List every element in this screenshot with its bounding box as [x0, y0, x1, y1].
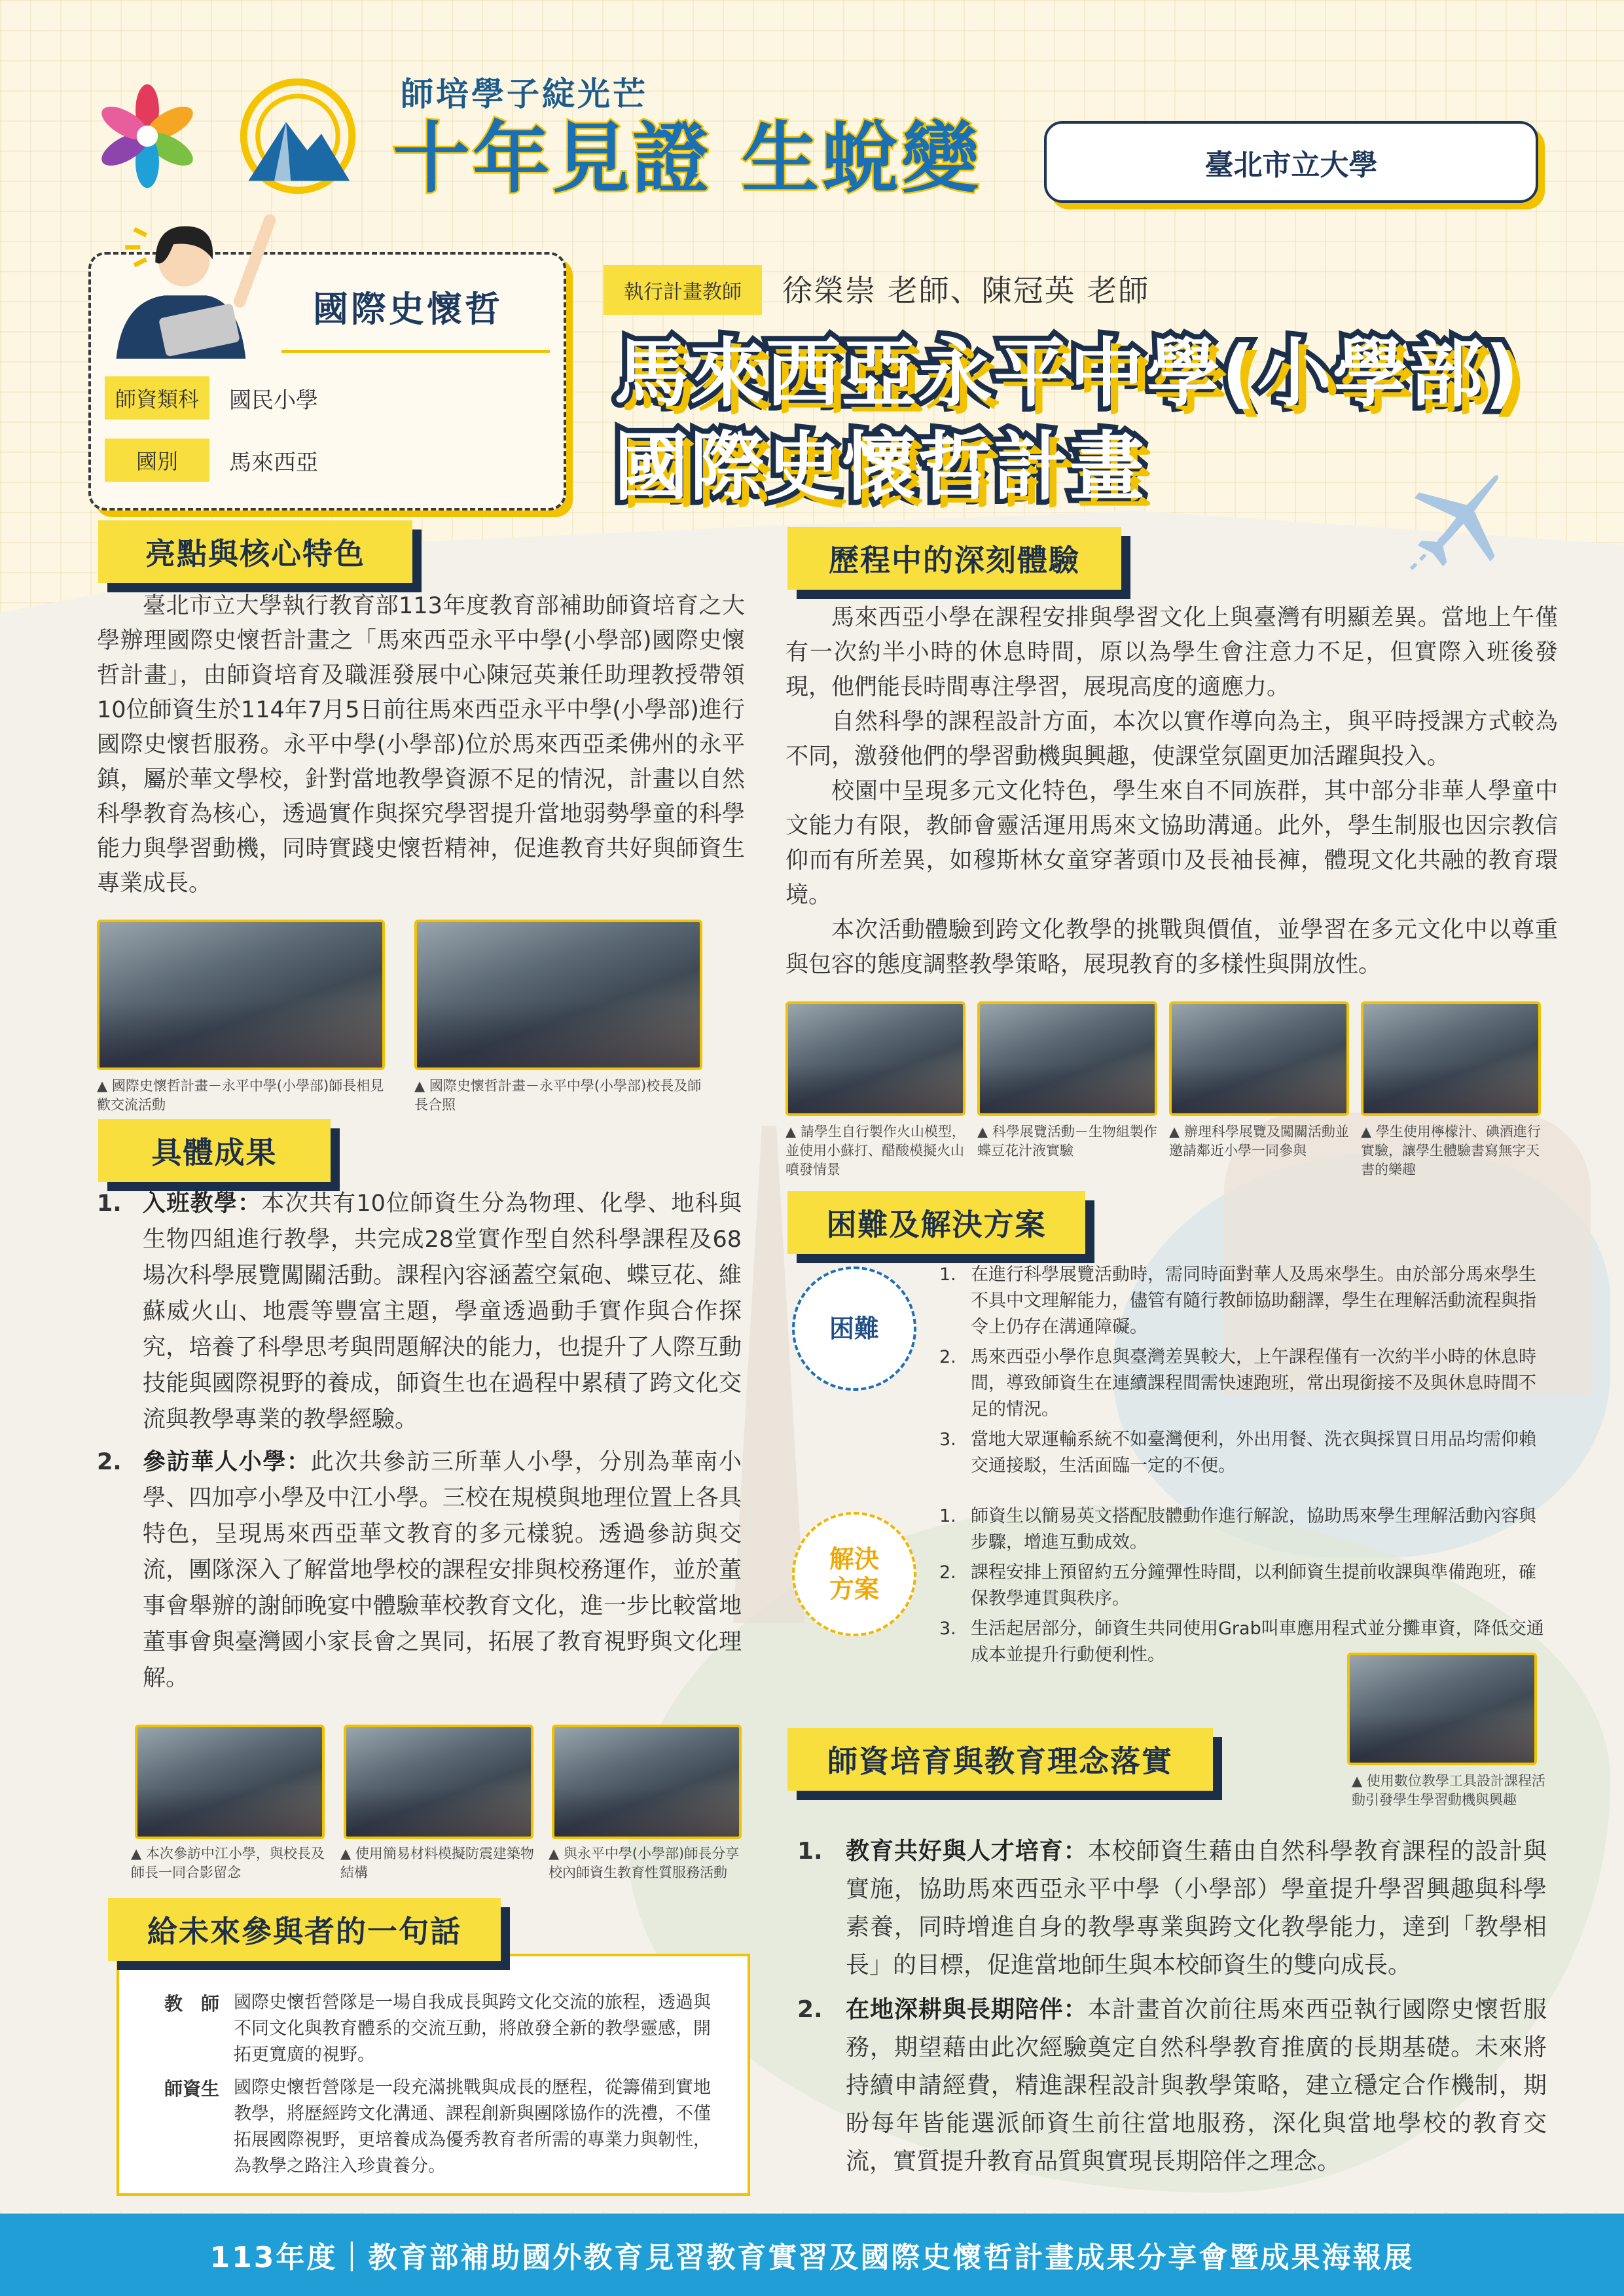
- category-value: 國民小學: [229, 387, 318, 414]
- list-item-text: 本次共有10位師資生分為物理、化學、地科與生物四組進行教學，共完成28堂實作型自然科學課程及68場次科學展覽闖關活動。課程內容涵蓋空氣砲、蝶豆花、維蘇威火山、地震等豐富主題，學童透過動手實作與合作探究，培養了科學思考與問題解決的能力，也提升了人際互動技能與國際視野的養成，師資生也在過程中累積了跨文化交流與教學專業的教學經驗。: [143, 1191, 742, 1433]
- list-item: 3. 當地大眾運輸系統不如臺灣便利，外出用餐、洗衣與採買日用品均需仰賴交通接駁，生活面臨一定的不便。: [939, 1429, 1536, 1476]
- category-label: 師資類科: [105, 376, 209, 420]
- photo-science-activity: [1169, 1001, 1349, 1116]
- photo-science-fair: [977, 1001, 1157, 1116]
- experience-paragraph: 自然科學的課程設計方面，本次以實作導向為主，與平時授課方式較為不同，激發他們的學習動機與興趣，使課堂氛圍更加活躍與投入。: [785, 709, 1558, 770]
- airplane-icon: [1404, 458, 1522, 576]
- results-list: [97, 1186, 742, 1703]
- solution-list: [939, 1503, 1545, 1672]
- exec-teacher-tag: 執行計畫教師: [604, 265, 762, 315]
- list-item: 1. 在進行科學展覽活動時，需同時面對華人及馬來學生。由於部分馬來學生不具中文理解能力，儘管有隨行教師協助翻譯，學生在理解活動流程與指令上仍存在溝通障礙。: [939, 1265, 1536, 1337]
- program-name: 國際史懷哲: [313, 289, 503, 330]
- solution-item: 生活起居部分，師資生共同使用Grab叫車應用程式並分攤車資，降低交通成本並提升行動便利性。: [971, 1619, 1544, 1665]
- university-name: 臺北市立大學: [1044, 121, 1538, 203]
- mountain-logo-icon: [239, 77, 357, 195]
- difficulties-heading: 困難及解決方案: [787, 1191, 1085, 1254]
- teacher-message: 國際史懷哲營隊是一場自我成長與跨文化交流的旅程，透過與不同文化與教育體系的交流互動，將啟發全新的教學靈感，開拓更寬廣的視野。: [234, 1992, 711, 2065]
- solution-label: 方案: [829, 1575, 879, 1604]
- list-item-title: 在地深耕與長期陪伴：: [846, 1996, 1088, 2023]
- philosophy-heading: 師資培育與教育理念落實: [787, 1728, 1213, 1791]
- list-item-title: 教育共好與人才培育：: [846, 1838, 1088, 1865]
- list-number: 2.: [97, 1449, 122, 1475]
- list-item: 1. 師資生以簡易英文搭配肢體動作進行解說，協助馬來學生理解活動內容與步驟，增進互動成效。: [939, 1506, 1536, 1552]
- difficulty-item: 在進行科學展覽活動時，需同時面對華人及馬來學生。由於部分馬來學生不具中文理解能力，儘管有隨行教師協助翻譯，學生在理解活動流程與指令上仍存在溝通障礙。: [971, 1265, 1536, 1337]
- country-label: 國別: [105, 439, 209, 482]
- difficulty-item: 當地大眾運輸系統不如臺灣便利，外出用餐、洗衣與採買日用品均需仰賴交通接駁，生活面臨一定的不便。: [971, 1429, 1536, 1476]
- highlights-text: [97, 589, 745, 901]
- photo-teacher-meeting: [97, 920, 385, 1070]
- list-number: 2.: [797, 1996, 823, 2023]
- photo-earthquake-model: [344, 1725, 533, 1839]
- list-item-text: 本校師資生藉由自然科學教育課程的設計與實施，協助馬來西亞永平中學（小學部）學童提升學習興趣與科學素養，同時增進自身的教學專業與跨文化教學能力，達到「教學相長」的目標，促進當地師生與本校師資生的雙向成長。: [846, 1838, 1547, 1979]
- photo-volcano-model: [785, 1001, 965, 1116]
- difficulty-label: 困難: [829, 1314, 879, 1343]
- main-title-line2: 國際史懷哲計畫: [614, 423, 1146, 511]
- photo-caption: ▲ 本次參訪中江小學，與校長及師長一同合影留念: [131, 1846, 325, 1880]
- photo-caption: ▲ 與永平中學(小學部)師長分享校內師資生教育性質服務活動: [549, 1846, 740, 1880]
- header-subtitle: 師培學子綻光芒: [401, 75, 648, 113]
- photo-caption: ▲ 學生使用檸檬汁、碘酒進行實驗，讓學生體驗書寫無字天書的樂趣: [1361, 1124, 1541, 1177]
- list-item: [797, 1833, 1547, 1984]
- list-item: 2. 馬來西亞小學作息與臺灣差異較大，上午課程僅有一次約半小時的休息時間，導致師資生在連續課程間需快速跑班，常出現銜接不及與休息時間不足的情況。: [939, 1347, 1536, 1420]
- solution-item: 課程安排上預留約五分鐘彈性時間，以利師資生提前收課與準備跑班，確保教學連貫與秩序。: [971, 1562, 1536, 1609]
- photo-caption: ▲ 使用簡易材料模擬防震建築物結構: [340, 1846, 534, 1880]
- experience-heading: 歷程中的深刻體驗: [787, 527, 1121, 590]
- photo-group-photo: [414, 920, 702, 1070]
- student-label: 師資生: [164, 2078, 219, 2100]
- experience-paragraph: 本次活動體驗到跨文化教學的挑戰與價值，並學習在多元文化中以尊重與包容的態度調整教學策略，展現教育的多樣性與開放性。: [785, 917, 1558, 978]
- list-item-title: 入班教學：: [143, 1191, 262, 1217]
- highlights-heading: 亮點與核心特色: [98, 520, 412, 583]
- list-item-text: 本計畫首次前往馬來西亞執行國際史懷哲服務，期望藉由此次經驗奠定自然科學教育推廣的長期基礎。未來將持續申請經費，精進課程設計與教學策略，建立穩定合作機制，期盼每年皆能選派師資生前往當地服務，深化與當地學校的教育交流，實質提升教育品質與實現長期陪伴之理念。: [846, 1996, 1547, 2175]
- flower-logo-icon: [88, 77, 206, 195]
- photo-caption: ▲ 辦理科學展覽及闖關活動並邀請鄰近小學一同參與: [1169, 1124, 1349, 1158]
- results-heading: 具體成果: [98, 1119, 331, 1182]
- list-item: [97, 1186, 742, 1438]
- country-value: 馬來西亞: [229, 450, 318, 476]
- list-item: [797, 1991, 1547, 2181]
- message-heading: 給未來參與者的一句話: [108, 1898, 501, 1961]
- photo-school-visit: [135, 1725, 325, 1839]
- list-number: 1.: [97, 1191, 122, 1217]
- difficulty-item: 馬來西亞小學作息與臺灣差異較大，上午課程僅有一次約半小時的休息時間，導致師資生在連續課程間需快速跑班，常出現銜接不及與休息時間不足的情況。: [971, 1347, 1536, 1420]
- main-title-line1: 馬來西亞永平中學(小學部): [614, 330, 1521, 417]
- photo-caption: ▲ 科學展覽活動－生物組製作蝶豆花汁液實驗: [977, 1124, 1157, 1158]
- experience-paragraph: 校園中呈現多元文化特色，學生來自不同族群，其中部分非華人學童中文能力有限，教師會靈活運用馬來文協助溝通。此外，學生制服也因宗教信仰而有所差異，如穆斯林女童穿著頭巾及長袖長褲，體現文化共融的教育環境。: [785, 778, 1558, 908]
- photo-caption: ▲ 使用數位教學工具設計課程活動引發學生學習動機與興趣: [1352, 1773, 1545, 1808]
- solution-item: 師資生以簡易英文搭配肢體動作進行解說，協助馬來學生理解活動內容與步驟，增進互動成效。: [971, 1506, 1536, 1552]
- photo-invisible-ink: [1361, 1001, 1541, 1116]
- photo-caption: ▲ 國際史懷哲計畫－永平中學(小學部)校長及師長合照: [414, 1078, 702, 1113]
- experience-paragraph: 馬來西亞小學在課程安排與學習文化上與臺灣有明顯差異。當地上午僅有一次約半小時的休息時間，原以為學生會注意力不足，但實際入班後發現，他們能長時間專注學習，展現高度的適應力。: [785, 605, 1558, 700]
- list-number: 1.: [797, 1838, 823, 1865]
- difficulty-list: [939, 1262, 1545, 1483]
- photo-caption: ▲ 國際史懷哲計畫－永平中學(小學部)師長相見歡交流活動: [97, 1078, 384, 1113]
- footer-banner: 113年度｜教育部補助國外教育見習教育實習及國際史懷哲計畫成果分享會暨成果海報展: [0, 2214, 1624, 2296]
- photo-sharing-session: [552, 1725, 742, 1839]
- exec-teacher-names: 徐榮崇 老師、陳冠英 老師: [782, 273, 1150, 308]
- difficulty-badge: [792, 1266, 916, 1391]
- photo-digital-teaching: [1347, 1653, 1537, 1765]
- divider: [281, 350, 550, 353]
- teacher-label: 教 師: [164, 1993, 219, 2015]
- student-message: 國際史懷哲營隊是一段充滿挑戰與成長的歷程，從籌備到實地教學，將歷經跨文化溝通、課程創新與團隊協作的洗禮，不僅拓展國際視野，更培養成為優秀教育者所需的專業力與韌性，為教學之路注入珍貴養分。: [234, 2077, 711, 2176]
- list-item-text: 此次共參訪三所華人小學，分別為華南小學、四加亭小學及中江小學。三校在規模與地理位置上各具特色，呈現馬來西亞華文教育的多元樣貌。透過參訪與交流，團隊深入了解當地學校的課程安排與校務運作，並於董事會舉辦的謝師晚宴中體驗華校教育文化，進一步比較當地董事會與臺灣國小家長會之異同，拓展了教育視野與文化理解。: [143, 1449, 742, 1691]
- list-item: [97, 1444, 742, 1696]
- header-title: 十年見證 生蛻變: [393, 113, 982, 204]
- teacher-illustration-icon: [98, 208, 285, 359]
- photo-caption: ▲ 請學生自行製作火山模型，並使用小蘇打、醋酸模擬火山噴發情景: [785, 1124, 965, 1177]
- solution-label: 解決: [829, 1545, 879, 1573]
- list-item: 3. 生活起居部分，師資生共同使用Grab叫車應用程式並分攤車資，降低交通成本並提升行動便利性。: [939, 1619, 1544, 1665]
- list-item: 2. 課程安排上預留約五分鐘彈性時間，以利師資生提前收課與準備跑班，確保教學連貫與秩序。: [939, 1562, 1536, 1609]
- experience-text: [785, 601, 1558, 982]
- highlights-paragraph: 臺北市立大學執行教育部113年度教育部補助師資培育之大學辦理國際史懷哲計畫之「馬來西亞永平中學(小學部)國際史懷哲計畫」，由師資培育及職涯發展中心陳冠英兼任助理教授帶領10位師資生於114年7月5日前往馬來西亞永平中學(小學部)進行國際史懷哲服務。永平中學(小學部)位於馬來西亞柔佛州的永平鎮，屬於華文學校，針對當地教學資源不足的情況，計畫以自然科學教育為核心，透過實作與探究學習提升當地弱勢學童的科學能力與學習動機，同時實踐史懷哲精神，促進教育共好與師資生專業成長。: [97, 593, 745, 897]
- list-item-title: 參訪華人小學：: [143, 1449, 311, 1475]
- main-title: [614, 327, 1520, 514]
- philosophy-list: [797, 1833, 1547, 2187]
- solution-badge: [792, 1512, 916, 1636]
